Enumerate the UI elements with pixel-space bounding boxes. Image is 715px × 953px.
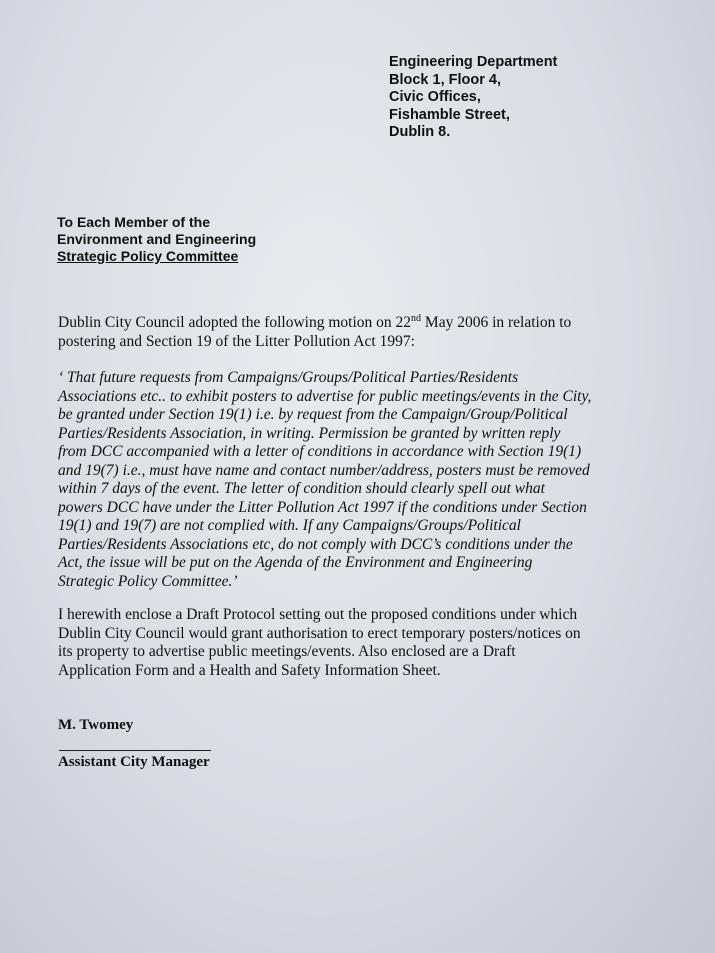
signatory-title: Assistant City Manager [58, 754, 210, 770]
address-line: Dublin 8. [389, 124, 451, 140]
enclosure-line: Dublin City Council would grant authorisation to erect temporary posters/notices on [58, 624, 581, 642]
motion-line: and 19(7) i.e., must have name and contact number/address, posters must be removed [58, 461, 590, 479]
signature-line [59, 750, 211, 751]
signatory-name: M. Twomey [58, 717, 134, 733]
motion-line: Associations etc.. to exhibit posters to advertise for public meetings/events in the City, [58, 387, 592, 405]
address-line: Engineering Department [389, 54, 558, 70]
enclosure-paragraph [58, 606, 618, 680]
date-ordinal: nd [411, 312, 422, 324]
motion-line: be granted under Section 19(1) i.e. by request from the Campaign/Group/Political [58, 406, 568, 423]
motion-line: powers DCC have under the Litter Pollution Act 1997 if the conditions under Section [58, 498, 587, 516]
address-line: Civic Offices, [389, 89, 481, 105]
recipient-block [57, 214, 256, 265]
enclosure-line: I herewith enclose a Draft Protocol setting out the proposed conditions under which [58, 606, 578, 623]
recipient-line: To Each Member of the [57, 214, 210, 230]
recipient-committee: Strategic Policy Committee [57, 248, 239, 264]
motion-quote [58, 369, 618, 591]
motion-line: within 7 days of the event. The letter of condition should clearly spell out what [58, 480, 545, 497]
enclosure-line: Application Form and a Health and Safety Information Sheet. [58, 661, 441, 679]
motion-line: 19(1) and 19(7) are not complied with. If any Campaigns/Groups/Political [58, 517, 521, 534]
motion-line: Parties/Residents Associations etc, do not comply with DCC’s conditions under the [58, 535, 573, 553]
recipient-line: Environment and Engineering [57, 231, 257, 247]
sender-address [389, 54, 557, 142]
motion-line: ‘ That future requests from Campaigns/Groups/Political Parties/Residents [58, 369, 519, 386]
enclosure-line: its property to advertise public meetings/events. Also enclosed are a Draft [58, 643, 516, 661]
address-line: Block 1, Floor 4, [389, 71, 501, 88]
intro-text-continued: May 2006 in relation to postering and Section 19 of the Litter Pollution Act 1997: [58, 314, 572, 350]
motion-line: from DCC accompanied with a letter of conditions in accordance with Section 19(1) [58, 443, 582, 460]
intro-text: Dublin City Council adopted the following motion on 22 [58, 314, 412, 331]
motion-line: Strategic Policy Committee.’ [58, 572, 238, 590]
address-line: Fishamble Street, [389, 106, 510, 123]
motion-line: Parties/Residents Association, in writing. Permission be granted by written reply [58, 424, 561, 442]
motion-line: Act, the issue will be put on the Agenda of the Environment and Engineering [58, 554, 533, 571]
intro-paragraph [58, 313, 618, 351]
